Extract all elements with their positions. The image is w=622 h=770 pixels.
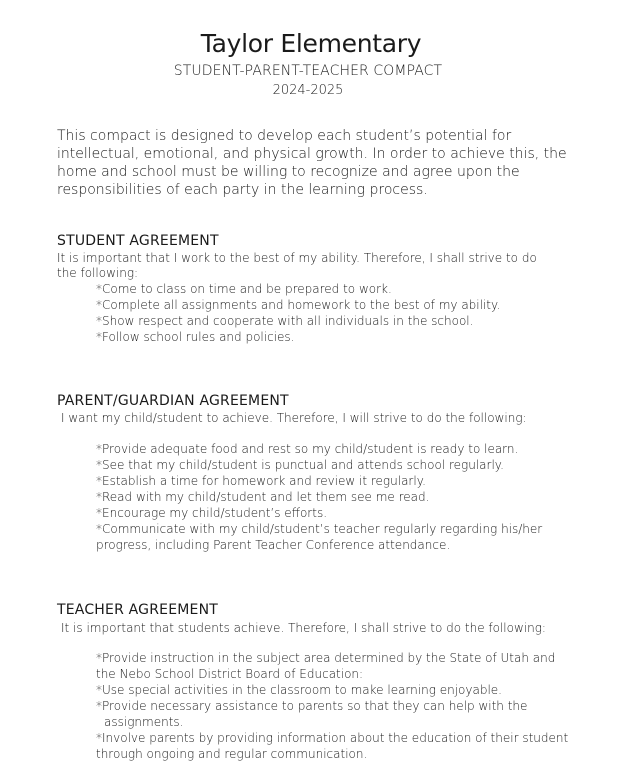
intro-line: This compact is designed to develop each student’s potential for (57, 128, 512, 144)
intro-line: intellectual, emotional, and physical growth. In order to achieve this, the (57, 146, 567, 162)
list-item-line: *Provide instruction in the subject area determined by the State of Utah and (96, 651, 556, 665)
teacher-agreement-lead: It is important that students achieve. Therefore, I shall strive to do the following: (61, 621, 546, 635)
list-item-line: the Nebo School District Board of Education: (96, 667, 364, 681)
intro-line: responsibilities of each party in the learning process. (57, 182, 428, 198)
parent-agreement-heading: PARENT/GUARDIAN AGREEMENT (57, 393, 289, 409)
list-item-line: progress, including Parent Teacher Conference attendance. (96, 538, 451, 552)
list-item-line: *Provide necessary assistance to parents so that they can help with the (96, 699, 528, 713)
list-item: *Establish a time for homework and review it regularly. (96, 474, 426, 488)
list-item: *Follow school rules and policies. (96, 330, 295, 344)
list-item-line: *Communicate with my child/student’s teacher regularly regarding his/her (96, 522, 543, 536)
student-agreement-heading: STUDENT AGREEMENT (57, 233, 219, 249)
list-item: *Show respect and cooperate with all individuals in the school. (96, 314, 474, 328)
teacher-agreement-heading: TEACHER AGREEMENT (57, 602, 219, 618)
list-item (96, 698, 568, 730)
student-agreement-list (96, 281, 500, 345)
list-item (96, 682, 568, 698)
list-item-line: through ongoing and regular communication. (96, 747, 368, 761)
intro-paragraph (57, 127, 567, 199)
teacher-agreement-list (96, 650, 568, 762)
parent-agreement-lead: I want my child/student to achieve. Therefore, I will strive to do the following: (61, 411, 527, 425)
list-item-line: assignments. (104, 715, 184, 729)
list-item: *Encourage my child/student’s efforts. (96, 506, 328, 520)
list-item (96, 521, 542, 553)
school-year: 2024-2025 (272, 83, 344, 98)
list-item: *Complete all assignments and homework to the best of my ability. (96, 298, 501, 312)
list-item-line: *Involve parents by providing information about the education of their student (96, 731, 569, 745)
list-item: *Provide adequate food and rest so my child/student is ready to learn. (96, 442, 519, 456)
intro-line: home and school must be willing to recognize and agree upon the (57, 164, 520, 180)
list-item: *Read with my child/student and let them see me read. (96, 490, 430, 504)
student-lead-line: It is important that I work to the best of my ability. Therefore, I shall strive to do (57, 251, 537, 265)
list-item: *See that my child/student is punctual and attends school regularly. (96, 458, 504, 472)
compact-subtitle: STUDENT-PARENT-TEACHER COMPACT (173, 63, 443, 79)
list-item (96, 650, 568, 682)
list-item (96, 730, 568, 762)
student-agreement-lead (57, 251, 537, 281)
student-lead-line: the following: (57, 266, 139, 280)
parent-agreement-list (96, 441, 542, 553)
school-title: Taylor Elementary (200, 29, 422, 58)
list-item-line: *Use special activities in the classroom to make learning enjoyable. (96, 683, 502, 697)
list-item: *Come to class on time and be prepared to work. (96, 282, 392, 296)
